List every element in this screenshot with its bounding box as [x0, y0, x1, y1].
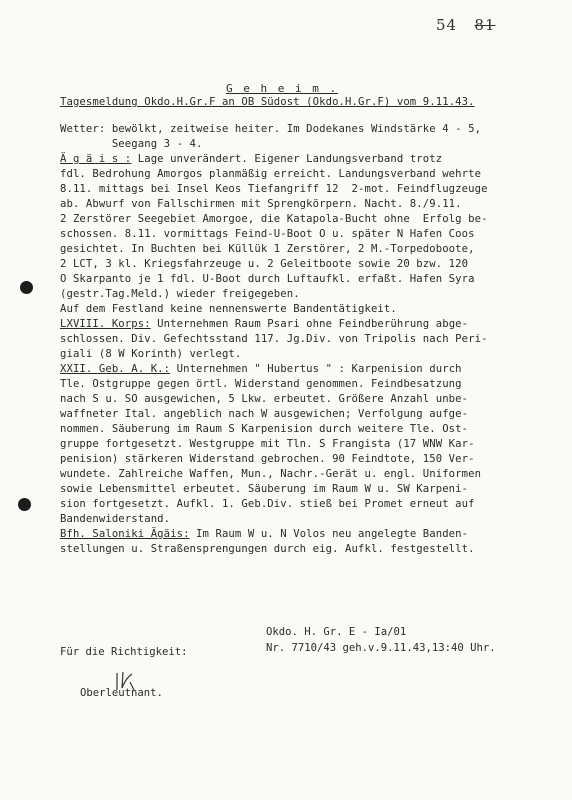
line-text: Unternehmen Raum Psari ohne Feindberührung abge- — [150, 318, 469, 330]
line-text: penision) stärkeren Widerstand gebrochen. 90 Feindtote, 150 Ver- — [60, 453, 475, 465]
text-line — [60, 453, 475, 466]
text-line — [60, 333, 488, 346]
text-line — [60, 258, 468, 271]
line-text: 8.11. mittags bei Insel Keos Tiefangriff 12 2-mot. Feindflugzeuge — [60, 183, 488, 195]
section-heading: Ä g ä i s : — [60, 153, 132, 165]
text-line — [60, 483, 468, 496]
text-line — [60, 438, 475, 451]
punch-hole — [20, 281, 33, 294]
line-text: Lage unverändert. Eigener Landungsverband trotz — [131, 153, 443, 165]
text-line — [60, 288, 300, 301]
text-line — [60, 273, 475, 286]
line-text: Bandenwiderstand. — [60, 513, 171, 525]
classification-title: G e h e i m . — [226, 82, 339, 95]
page-number: 54 81 — [436, 16, 496, 34]
report-header: Tagesmeldung Okdo.H.Gr.F an OB Südost (Okdo.H.Gr.F) vom 9.11.43. — [60, 96, 475, 108]
line-text: giali (8 W Korinth) verlegt. — [60, 348, 242, 360]
line-text: Unternehmen " Hubertus " : Karpenision durch — [170, 363, 462, 375]
line-text: Seegang 3 - 4. — [60, 138, 203, 150]
reference-number: Nr. 7710/43 geh.v.9.11.43,13:40 Uhr. — [266, 642, 496, 654]
line-text: nommen. Säuberung im Raum S Karpenision durch weitere Tle. Ost- — [60, 423, 469, 435]
line-text: schlossen. Div. Gefechtsstand 117. Jg.Div. von Tripolis nach Peri- — [60, 333, 488, 345]
text-line — [60, 198, 462, 211]
line-text: Im Raum W u. N Volos neu angelegte Banden- — [189, 528, 469, 540]
rank-label: Oberleutnant. — [80, 687, 163, 699]
line-text: sowie Lebensmittel erbeutet. Säuberung im Raum W u. SW Karpeni- — [60, 483, 469, 495]
line-text: nach S u. SO ausgewichen, 5 Lkw. erbeutet. Größere Anzahl unbe- — [60, 393, 469, 405]
punch-hole — [18, 498, 31, 511]
section-heading: LXVIII. Korps: — [60, 318, 151, 330]
text-line — [60, 303, 397, 316]
certification-label: Für die Richtigkeit: — [60, 646, 188, 658]
line-text: (gestr.Tag.Meld.) wieder freigegeben. — [60, 288, 300, 300]
line-text: sion fortgesetzt. Aufkl. 1. Geb.Div. stieß bei Promet erneut auf — [60, 498, 475, 510]
line-text: O Skarpanto je 1 fdl. U-Boot durch Luftaufkl. erfaßt. Hafen Syra — [60, 273, 475, 285]
line-text: waffneter Ital. angeblich nach W ausgewichen; Verfolgung aufge- — [60, 408, 469, 420]
text-line — [60, 468, 481, 481]
text-line — [60, 498, 475, 511]
text-line — [60, 213, 488, 226]
text-line — [60, 138, 203, 151]
line-text: stellungen u. Straßensprengungen durch eig. Aufkl. festgestellt. — [60, 543, 475, 555]
text-line — [60, 243, 475, 256]
line-text: 2 LCT, 3 kl. Kriegsfahrzeuge u. 2 Geleitboote sowie 20 bzw. 120 — [60, 258, 469, 270]
line-text: 2 Zerstörer Seegebiet Amorgoe, die Katapola-Bucht ohne Erfolg be- — [60, 213, 488, 225]
text-line — [60, 348, 241, 361]
issuing-office: Okdo. H. Gr. E - Ia/01 — [266, 626, 407, 638]
text-line — [60, 408, 468, 421]
text-line — [60, 513, 170, 526]
section-heading: Bfh. Saloniki Ägäis: — [60, 528, 190, 540]
text-line — [60, 543, 475, 556]
text-line — [60, 168, 481, 181]
line-text: Tle. Ostgruppe gegen örtl. Widerstand genommen. Feindbesatzung — [60, 378, 462, 390]
line-text: ab. Abwurf von Fallschirmen mit Sprengkörpern. Nacht. 8./9.11. — [60, 198, 462, 210]
line-text: wundete. Zahlreiche Waffen, Mun., Nachr.-Gerät u. engl. Uniformen — [60, 468, 482, 480]
text-line — [60, 228, 475, 241]
text-line — [60, 423, 468, 436]
text-line — [60, 318, 468, 331]
line-text: schossen. 8.11. vormittags Feind-U-Boot O u. später N Hafen Coos — [60, 228, 475, 240]
text-line — [60, 123, 481, 136]
text-line — [60, 183, 488, 196]
line-text: Wetter: bewölkt, zeitweise heiter. Im Dodekanes Windstärke 4 - 5, — [60, 123, 482, 135]
line-text: gruppe fortgesetzt. Westgruppe mit Tln. S Frangista (17 WNW Kar- — [60, 438, 475, 450]
section-heading: XXII. Geb. A. K.: — [60, 363, 171, 375]
line-text: Auf dem Festland keine nennenswerte Bandentätigkeit. — [60, 303, 397, 315]
text-line — [60, 378, 462, 391]
text-line — [60, 153, 442, 166]
text-line — [60, 393, 468, 406]
line-text: fdl. Bedrohung Amorgos planmäßig erreicht. Landungsverband wehrte — [60, 168, 482, 180]
line-text: gesichtet. In Buchten bei Küllük 1 Zerstörer, 2 M.-Torpedoboote, — [60, 243, 475, 255]
text-line — [60, 363, 462, 376]
text-line — [60, 528, 468, 541]
